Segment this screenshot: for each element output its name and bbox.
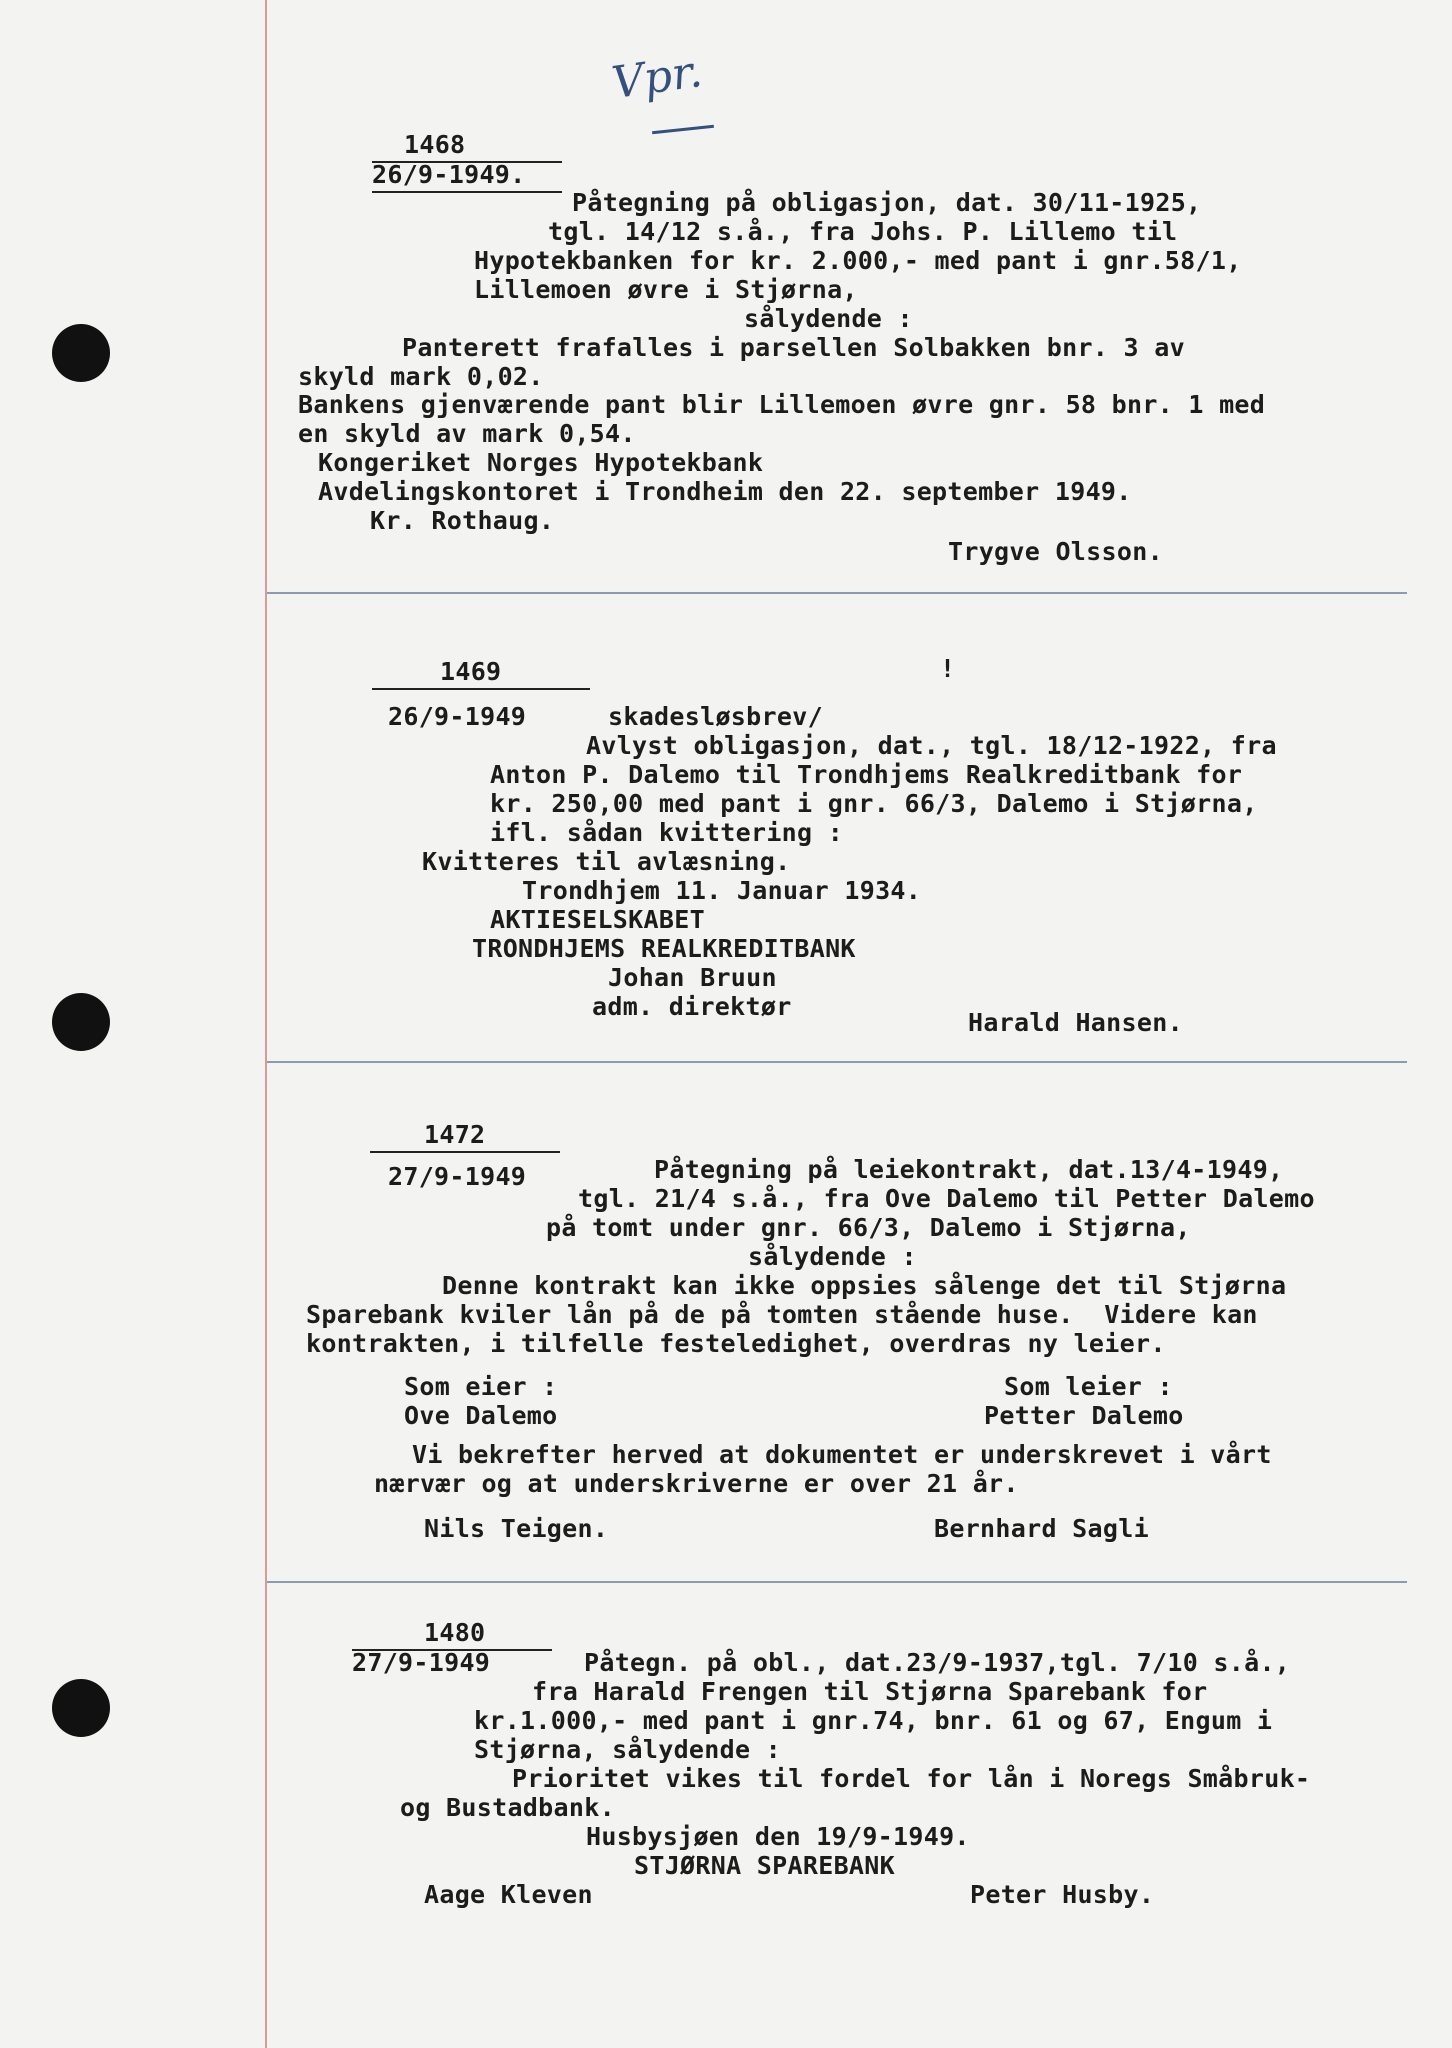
entry-line: Ove Dalemo bbox=[404, 1401, 558, 1430]
number-underline bbox=[370, 1151, 560, 1153]
signature: Peter Husby. bbox=[970, 1880, 1155, 1909]
entry-date: 27/9-1949 bbox=[388, 1162, 527, 1191]
entry-separator bbox=[267, 1061, 1407, 1063]
margin-mark: ! bbox=[940, 654, 956, 683]
entry-date: 26/9-1949 bbox=[388, 702, 527, 731]
entry-line: ifl. sådan kvittering : bbox=[490, 818, 844, 847]
entry-separator bbox=[267, 592, 1407, 594]
entry-line: Avdelingskontoret i Trondheim den 22. september 1949. bbox=[318, 477, 1132, 506]
entry-line: Hypotekbanken for kr. 2.000,- med pant i gnr.58/1, bbox=[474, 246, 1242, 275]
entry-number: 1472 bbox=[424, 1120, 486, 1149]
entry-line: Stjørna, sålydende : bbox=[474, 1735, 782, 1764]
entry-line: nærvær og at underskriverne er over 21 år. bbox=[374, 1469, 1019, 1498]
entry-line: skadesløsbrev/ bbox=[608, 702, 823, 731]
entry-line: en skyld av mark 0,54. bbox=[298, 419, 636, 448]
entry-line: Påtegning på leiekontrakt, dat.13/4-1949, bbox=[654, 1155, 1284, 1184]
entry-line: kontrakten, i tilfelle festeledighet, overdras ny leier. bbox=[306, 1329, 1166, 1358]
entry-line: Trondhjem 11. Januar 1934. bbox=[522, 876, 922, 905]
entry-line: Som eier : bbox=[404, 1372, 558, 1401]
entry-line: Lillemoen øvre i Stjørna, bbox=[474, 275, 858, 304]
entry-line: på tomt under gnr. 66/3, Dalemo i Stjørna, bbox=[546, 1213, 1191, 1242]
signature: Harald Hansen. bbox=[968, 1008, 1183, 1037]
entry-line: Kongeriket Norges Hypotekbank bbox=[318, 448, 764, 477]
number-underline bbox=[372, 688, 590, 690]
entry-line: skyld mark 0,02. bbox=[298, 362, 544, 391]
entry-line: Prioritet vikes til fordel for lån i Noregs Småbruk- bbox=[512, 1764, 1311, 1793]
entry-line: Husbysjøen den 19/9-1949. bbox=[586, 1822, 970, 1851]
entry-line: sålydende : bbox=[748, 1242, 917, 1271]
signature: Trygve Olsson. bbox=[948, 537, 1163, 566]
entry-line: Petter Dalemo bbox=[984, 1401, 1184, 1430]
entry-line: kr.1.000,- med pant i gnr.74, bnr. 61 og 67, Engum i bbox=[474, 1706, 1273, 1735]
entry-line: Kr. Rothaug. bbox=[370, 506, 555, 535]
date-underline bbox=[372, 191, 562, 193]
entry-line: Anton P. Dalemo til Trondhjems Realkreditbank for bbox=[490, 760, 1243, 789]
entry-line: Som leier : bbox=[1004, 1372, 1173, 1401]
entry-date: 27/9-1949 bbox=[352, 1648, 491, 1677]
entry-number: 1469 bbox=[440, 657, 502, 686]
entry-line: Bankens gjenværende pant blir Lillemoen øvre gnr. 58 bnr. 1 med bbox=[298, 390, 1266, 419]
signature: Bernhard Sagli bbox=[934, 1514, 1149, 1543]
entry-line: Avlyst obligasjon, dat., tgl. 18/12-1922, fra bbox=[586, 731, 1277, 760]
entry-line: kr. 250,00 med pant i gnr. 66/3, Dalemo i Stjørna, bbox=[490, 789, 1258, 818]
punch-hole bbox=[52, 324, 110, 382]
entry-line: Vi bekrefter herved at dokumentet er underskrevet i vårt bbox=[412, 1440, 1272, 1469]
entry-line: fra Harald Frengen til Stjørna Sparebank for bbox=[532, 1677, 1208, 1706]
entry-line: adm. direktør bbox=[592, 992, 792, 1021]
entry-line: Johan Bruun bbox=[608, 963, 777, 992]
entry-number: 1480 bbox=[424, 1618, 486, 1647]
entry-line: sålydende : bbox=[744, 304, 913, 333]
entry-line: Påtegn. på obl., dat.23/9-1937,tgl. 7/10 s.å., bbox=[584, 1648, 1291, 1677]
punch-hole bbox=[52, 993, 110, 1051]
punch-hole bbox=[52, 1679, 110, 1737]
marginal-initials: Vpr. bbox=[608, 45, 706, 110]
entry-line: tgl. 21/4 s.å., fra Ove Dalemo til Petter Dalemo bbox=[578, 1184, 1315, 1213]
entry-line: STJØRNA SPAREBANK bbox=[634, 1851, 895, 1880]
margin-line bbox=[265, 0, 267, 2048]
entry-line: tgl. 14/12 s.å., fra Johs. P. Lillemo til bbox=[548, 217, 1178, 246]
entry-line: Panterett frafalles i parsellen Solbakken bnr. 3 av bbox=[402, 333, 1185, 362]
entry-number: 1468 bbox=[404, 130, 466, 159]
entry-date: 26/9-1949. bbox=[372, 160, 526, 189]
signature: Nils Teigen. bbox=[424, 1514, 609, 1543]
entry-line: Denne kontrakt kan ikke oppsies sålenge det til Stjørna bbox=[442, 1271, 1287, 1300]
entry-separator bbox=[267, 1581, 1407, 1583]
entry-line: og Bustadbank. bbox=[400, 1793, 615, 1822]
entry-line: Sparebank kviler lån på de på tomten stående huse. Videre kan bbox=[306, 1300, 1258, 1329]
entry-line: AKTIESELSKABET bbox=[490, 905, 705, 934]
entry-line: TRONDHJEMS REALKREDITBANK bbox=[472, 934, 856, 963]
signature: Aage Kleven bbox=[424, 1880, 593, 1909]
entry-line: Påtegning på obligasjon, dat. 30/11-1925, bbox=[572, 188, 1202, 217]
initials-underline bbox=[652, 125, 714, 134]
entry-line: Kvitteres til avlæsning. bbox=[422, 847, 791, 876]
